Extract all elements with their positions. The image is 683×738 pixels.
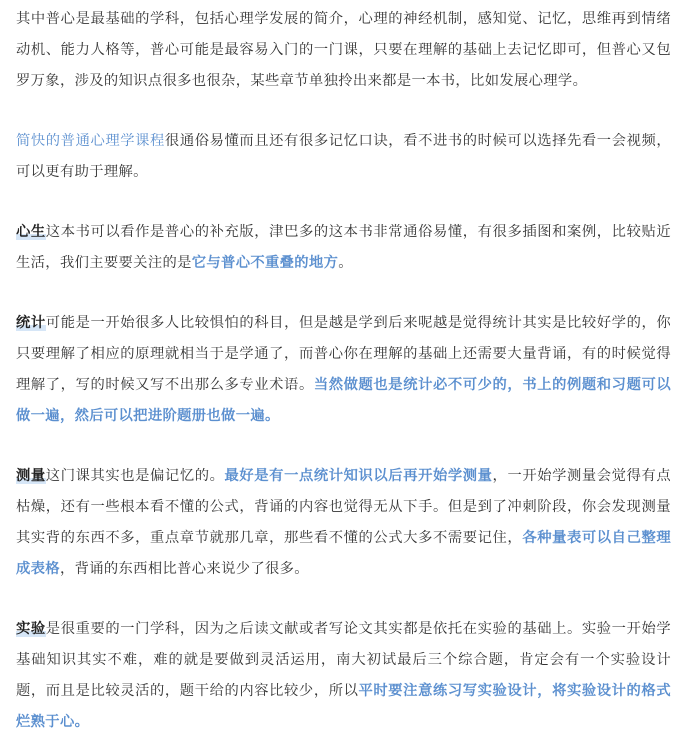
stats-text-1: 可能是一开始很多人比较惧怕的科目，但是越是学到后来呢越是觉得统计其实是比较好学的，你只要理解了相应的原理就相当于是学通了，而普心你在理解的基础上还需要大量背诵，有的时候觉得理解了，写的时候又写不出那么多专业术语。 <box>16 315 672 393</box>
course-link[interactable]: 简快的普通心理学课程 <box>16 133 165 149</box>
measurement-text-1: 这门课其实也是偏记忆的。 <box>45 468 225 484</box>
xinsheng-text-2: 。 <box>338 255 353 271</box>
paragraph-measurement <box>16 461 671 585</box>
term-measurement: 测量 <box>16 468 46 484</box>
paragraph-xinsheng <box>16 217 671 279</box>
experiment-highlight-1: 平时要注意练习写实验设计，将实验设计的格式烂熟于心。 <box>16 683 671 730</box>
measurement-highlight-2: 各种量表可以自己整理成表格 <box>16 530 672 577</box>
measurement-text-3: ，背诵的东西相比普心来说少了很多。 <box>59 561 309 577</box>
paragraph-stats <box>16 308 671 432</box>
measurement-highlight-1: 最好是有一点统计知识以后再开始学测量 <box>224 468 493 484</box>
term-experiment: 实验 <box>16 621 46 637</box>
paragraph-intro <box>16 4 671 97</box>
paragraph-experiment <box>16 614 671 738</box>
course-text: 很通俗易懂而且还有很多记忆口诀，看不进书的时候可以选择先看一会视频，可以更有助于理解。 <box>16 133 671 180</box>
intro-text: 其中普心是最基础的学科，包括心理学发展的简介，心理的神经机制，感知觉、记忆，思维再到情绪动机、能力人格等，普心可能是最容易入门的一门课，只要在理解的基础上去记忆即可，但普心又包罗万象，涉及的知识点很多也很杂，某些章节单独拎出来都是一本书，比如发展心理学。 <box>16 11 671 89</box>
measurement-text-2: ，一开始学测量会觉得有点枯燥，还有一些根本看不懂的公式，背诵的内容也觉得无从下手。但是到了冲刺阶段，你会发现测量其实背的东西不多，重点章节就那几章，那些看不懂的公式大多不需要记住， <box>16 468 671 546</box>
term-stats: 统计 <box>16 315 46 331</box>
paragraph-course <box>16 126 671 188</box>
experiment-text-1: 是很重要的一门学科，因为之后读文献或者写论文其实都是依托在实验的基础上。实验一开始学基础知识其实不难，难的就是要做到灵活运用，南大初试最后三个综合题，肯定会有一个实验设计题，而且是比较灵活的，题干给的内容比较少，所以 <box>16 621 672 699</box>
xinsheng-text-1: 这本书可以看作是普心的补充版，津巴多的这本书非常通俗易懂，有很多插图和案例，比较贴近生活，我们主要要关注的是 <box>16 224 672 271</box>
stats-highlight-1: 当然做题也是统计必不可少的，书上的例题和习题可以做一遍，然后可以把进阶题册也做一遍。 <box>16 377 671 424</box>
xinsheng-highlight-1: 它与普心不重叠的地方 <box>191 255 339 271</box>
term-xinsheng: 心生 <box>16 224 46 240</box>
